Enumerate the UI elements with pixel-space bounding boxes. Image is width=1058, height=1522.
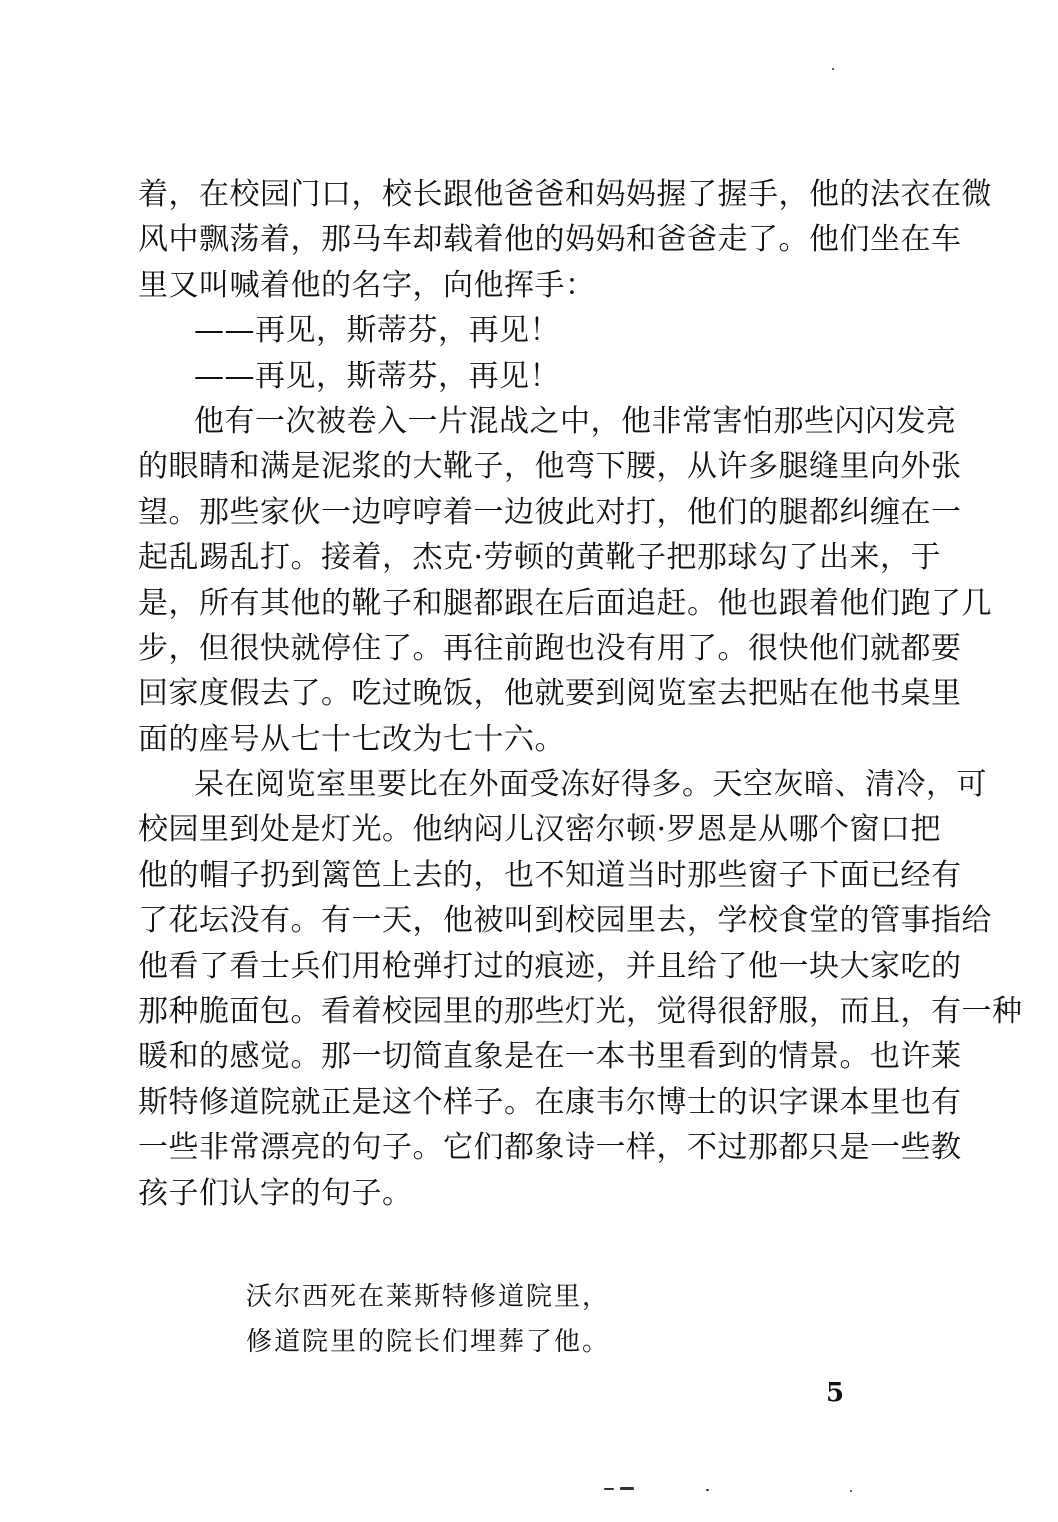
- scan-speck: [620, 1487, 634, 1490]
- scan-speck: [706, 1489, 709, 1491]
- scan-speck: [850, 1490, 852, 1492]
- text-line: 望。那些家伙一边哼哼着一边彼此对打，他们的腿都纠缠在一: [138, 494, 962, 530]
- text-line: 面的座号从七十七改为七十六。: [138, 721, 565, 757]
- text-line: 一些非常漂亮的句子。它们都象诗一样，不过那都只是一些教: [138, 1130, 962, 1166]
- text-line: 校园里到处是灯光。他纳闷儿汉密尔顿·罗恩是从哪个窗口把: [138, 812, 942, 848]
- text-line: 步，但很快就停住了。再往前跑也没有用了。很快他们就都要: [138, 630, 962, 666]
- body-text: [138, 172, 1023, 1216]
- text-line: 暖和的感觉。那一切简直象是在一本书里看到的情景。也许莱: [138, 1039, 962, 1075]
- verse-line: 修道院里的院长们埋葬了他。: [246, 1327, 611, 1357]
- text-line: 斯特修道院就正是这个样子。在康韦尔博士的识字课本里也有: [138, 1084, 962, 1120]
- text-line: 孩子们认字的句子。: [138, 1175, 413, 1211]
- scan-speck: [832, 68, 834, 70]
- text-line: 了花坛没有。有一天，他被叫到校园里去，学校食堂的管事指给: [138, 903, 992, 939]
- text-line: 回家度假去了。吃过晚饭，他就要到阅览室去把贴在他书桌里: [138, 676, 962, 712]
- dialogue-line: ——再见，斯蒂芬，再见！: [194, 358, 560, 394]
- page-number: 5: [826, 1378, 845, 1408]
- verse-line: 沃尔西死在莱斯特修道院里，: [246, 1282, 611, 1312]
- text-line: 他有一次被卷入一片混战之中，他非常害怕那些闪闪发亮: [194, 403, 957, 439]
- text-line: 里又叫喊着他的名字，向他挥手：: [138, 267, 596, 303]
- text-line: 是，所有其他的靴子和腿都跟在后面追赶。他也跟着他们跑了几: [138, 585, 992, 621]
- text-line: 他看了看士兵们用枪弹打过的痕迹，并且给了他一块大家吃的: [138, 948, 962, 984]
- text-line: 风中飘荡着，那马车却载着他的妈妈和爸爸走了。他们坐在车: [138, 222, 962, 258]
- dialogue-line: ——再见，斯蒂芬，再见！: [194, 313, 560, 349]
- text-line: 起乱踢乱打。接着，杰克·劳顿的黄靴子把那球勾了出来，于: [138, 540, 942, 576]
- verse-quote: [246, 1275, 806, 1365]
- text-line: 着，在校园门口，校长跟他爸爸和妈妈握了握手，他的法衣在微: [138, 177, 992, 212]
- scan-speck: [604, 1488, 614, 1490]
- text-line: 那种脆面包。看着校园里的那些灯光，觉得很舒服，而且，有一种: [138, 994, 1023, 1030]
- text-line: 的眼睛和满是泥浆的大靴子，他弯下腰，从许多腿缝里向外张: [138, 449, 962, 485]
- text-line: 呆在阅览室里要比在外面受冻好得多。天空灰暗、清冷，可: [194, 767, 987, 803]
- text-line: 他的帽子扔到篱笆上去的，也不知道当时那些窗子下面已经有: [138, 857, 962, 893]
